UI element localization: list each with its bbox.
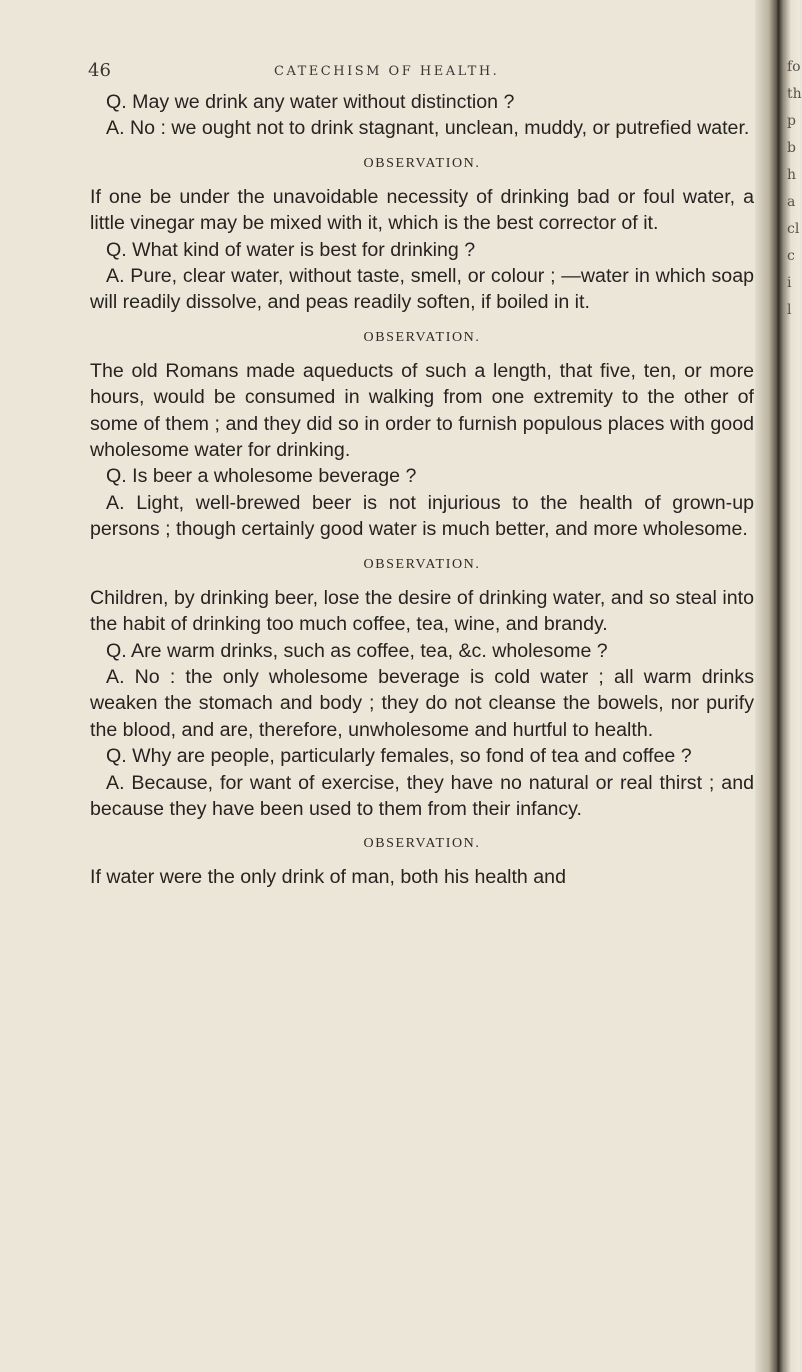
observation-heading: OBSERVATION.	[363, 155, 481, 171]
question-best-water: Q. What kind of water is best for drinking ?	[106, 238, 476, 261]
facing-page-letter: p	[787, 113, 796, 129]
facing-page-letter: fo	[787, 59, 801, 75]
observation-heading: OBSERVATION.	[363, 836, 481, 852]
observation-aqueducts: The old Romans made aqueducts of such a length, that five, ten, or more hours, would be consumed in walking from one extremity to the other of some of them ; and they did so in order to furnish populous places with good wholesome water for drinking.	[90, 359, 754, 462]
page-body	[90, 89, 754, 891]
question-tea-coffee: Q. Why are people, particularly females, so fond of tea and coffee ?	[106, 745, 692, 768]
answer-water-distinction: A. No : we ought not to drink stagnant, unclean, muddy, or putrefied water.	[106, 117, 750, 140]
question-beer: Q. Is beer a wholesome beverage ?	[106, 465, 417, 488]
observation-water-only: If water were the only drink of man, both his health and	[90, 866, 566, 889]
question-warm-drinks: Q. Are warm drinks, such as coffee, tea, &c. wholesome ?	[106, 639, 608, 662]
facing-page-letter: th	[787, 86, 802, 102]
observation-children-beer: Children, by drinking beer, lose the desire of drinking water, and so steal into the habit of drinking too much coffee, tea, wine, and brandy.	[90, 586, 754, 636]
question-water-distinction: Q. May we drink any water without distinction ?	[106, 91, 515, 113]
observation-heading: OBSERVATION.	[363, 329, 481, 345]
running-title: CATECHISM OF HEALTH.	[274, 64, 500, 79]
observation-heading: OBSERVATION.	[363, 556, 481, 572]
answer-best-water: A. Pure, clear water, without taste, smell, or colour ; —water in which soap will readily dissolve, and peas readily soften, if boiled in it.	[90, 265, 754, 314]
page-number: 46	[88, 60, 111, 81]
facing-page-letter: b	[787, 140, 796, 156]
answer-beer: A. Light, well-brewed beer is not injurious to the health of grown-up persons ; though certainly good water is much better, and more wholesome.	[90, 491, 754, 541]
answer-tea-coffee: A. Because, for want of exercise, they have no natural or real thirst ; and because they have been used to them from their infancy.	[90, 771, 754, 820]
facing-page-letter: l	[787, 302, 792, 318]
facing-page-letter: h	[787, 167, 797, 183]
facing-page-fragment	[787, 60, 801, 330]
facing-page-letter: cl	[787, 221, 800, 237]
facing-page-letter: a	[787, 194, 796, 210]
answer-warm-drinks: A. No : the only wholesome beverage is cold water ; all warm drinks weaken the stomach and body ; they do not cleanse the bowels, nor purify the blood, and are, therefore, unwholesome and hurtful to health.	[90, 665, 754, 741]
facing-page-letter: i	[787, 275, 792, 291]
facing-page-letter: c	[787, 248, 795, 264]
observation-vinegar: If one be under the unavoidable necessity of drinking bad or foul water, a little vinegar may be mixed with it, which is the best corrector of it.	[90, 185, 754, 235]
